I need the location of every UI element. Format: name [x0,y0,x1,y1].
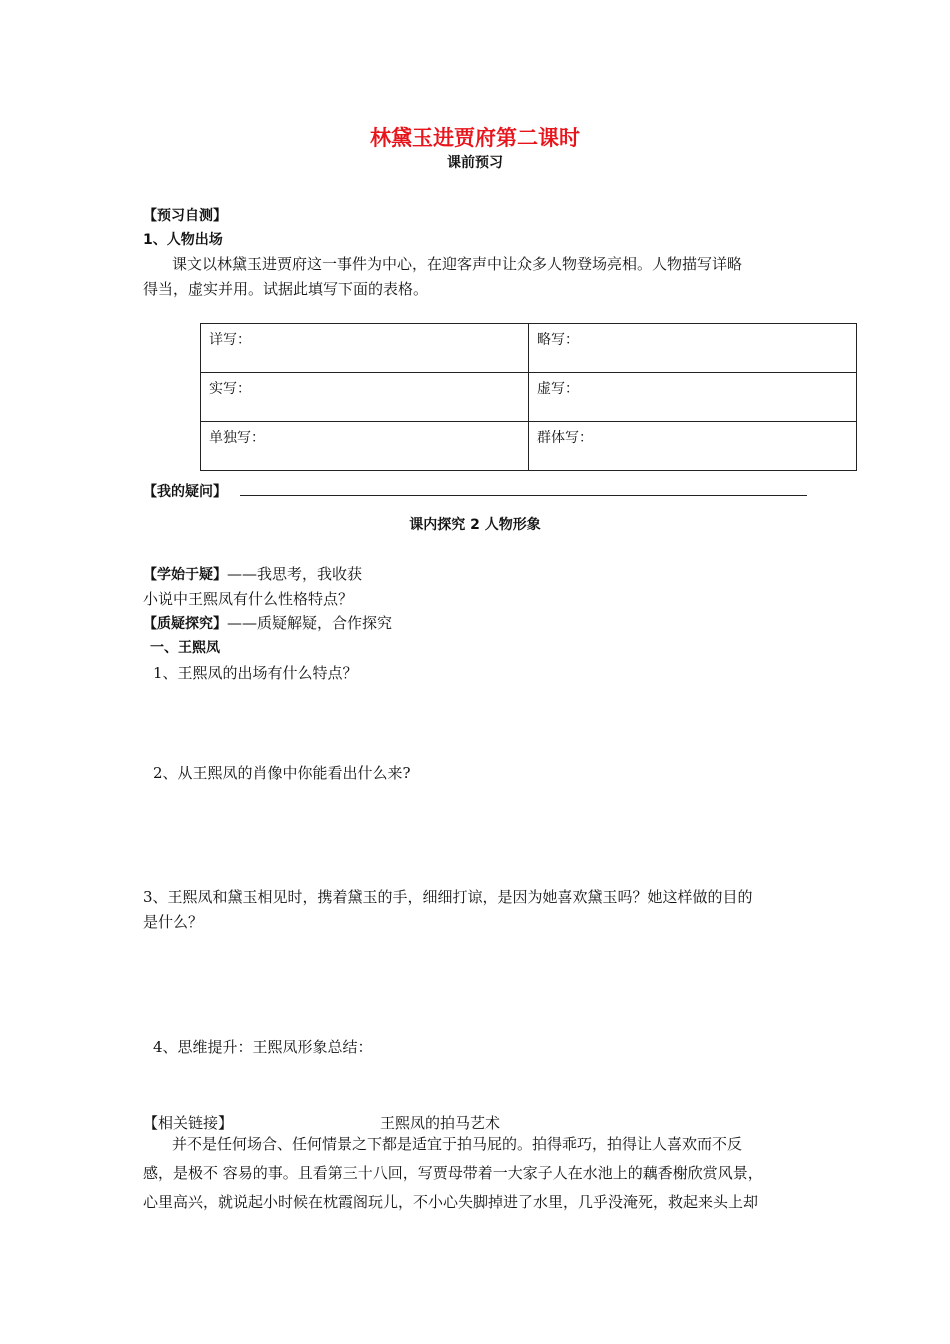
page-subtitle: 课前预习 [447,155,503,171]
study-line2 [143,612,392,633]
study-label-2: 【质疑探究】 [143,616,227,632]
table-cell[interactable]: 虚写： [529,373,857,422]
page-title: 林黛玉进贾府第二课时 [370,126,580,150]
study-label-1: 【学始于疑】 [143,567,227,583]
description-table [200,323,857,471]
table-cell[interactable]: 单独写： [201,422,529,471]
table-cell[interactable]: 略写： [529,324,857,373]
my-question-answer-line[interactable] [240,495,807,496]
table-cell[interactable]: 详写： [201,324,529,373]
table-cell[interactable]: 群体写： [529,422,857,471]
related-text-line2: 感，是极不 容易的事。且看第三十八回，写贾母带着一大家子人在水池上的藕香榭欣赏风景， [143,1164,763,1182]
intro-paragraph-line2: 得当，虚实并用。试据此填写下面的表格。 [143,280,429,298]
question-3-line2: 是什么？ [143,913,204,931]
my-question-label: 【我的疑问】 [143,484,227,500]
table-row [201,324,857,373]
question-4: 4、思维提升：王熙凤形象总结： [153,1038,373,1056]
study-text-1: ——我思考，我收获 [227,565,363,583]
study-question: 小说中王熙凤有什么性格特点？ [143,590,354,608]
table-row [201,422,857,471]
preview-heading: 【预习自测】 [143,208,227,224]
related-text-line3: 心里高兴，就说起小时候在枕霞阁玩儿，不小心失脚掉进了水里，几乎没淹死，救起来头上却 [143,1193,759,1211]
sub-heading: 一、王熙凤 [150,640,220,656]
study-line1 [143,563,362,584]
related-link-title: 王熙凤的拍马艺术 [380,1114,501,1132]
question-2: 2、从王熙凤的肖像中你能看出什么来? [153,764,411,782]
question-3-line1: 3、王熙凤和黛玉相见时，携着黛玉的手，细细打谅，是因为她喜欢黛玉吗？她这样做的目的 [143,888,753,906]
related-link-label: 【相关链接】 [143,1114,234,1132]
table-row [201,373,857,422]
item1-title: 1、人物出场 [143,232,223,248]
table-cell[interactable]: 实写： [201,373,529,422]
study-text-2: ——质疑解疑，合作探究 [227,614,393,632]
section2-title: 课内探究 2 人物形象 [409,517,541,533]
intro-paragraph-line1: 课文以林黛玉进贾府这一事件为中心，在迎客声中让众多人物登场亮相。人物描写详略 [172,255,743,273]
related-text-line1: 并不是任何场合、任何情景之下都是适宜于拍马屁的。拍得乖巧，拍得让人喜欢而不反 [172,1135,743,1153]
question-1: 1、王熙凤的出场有什么特点？ [153,664,358,682]
